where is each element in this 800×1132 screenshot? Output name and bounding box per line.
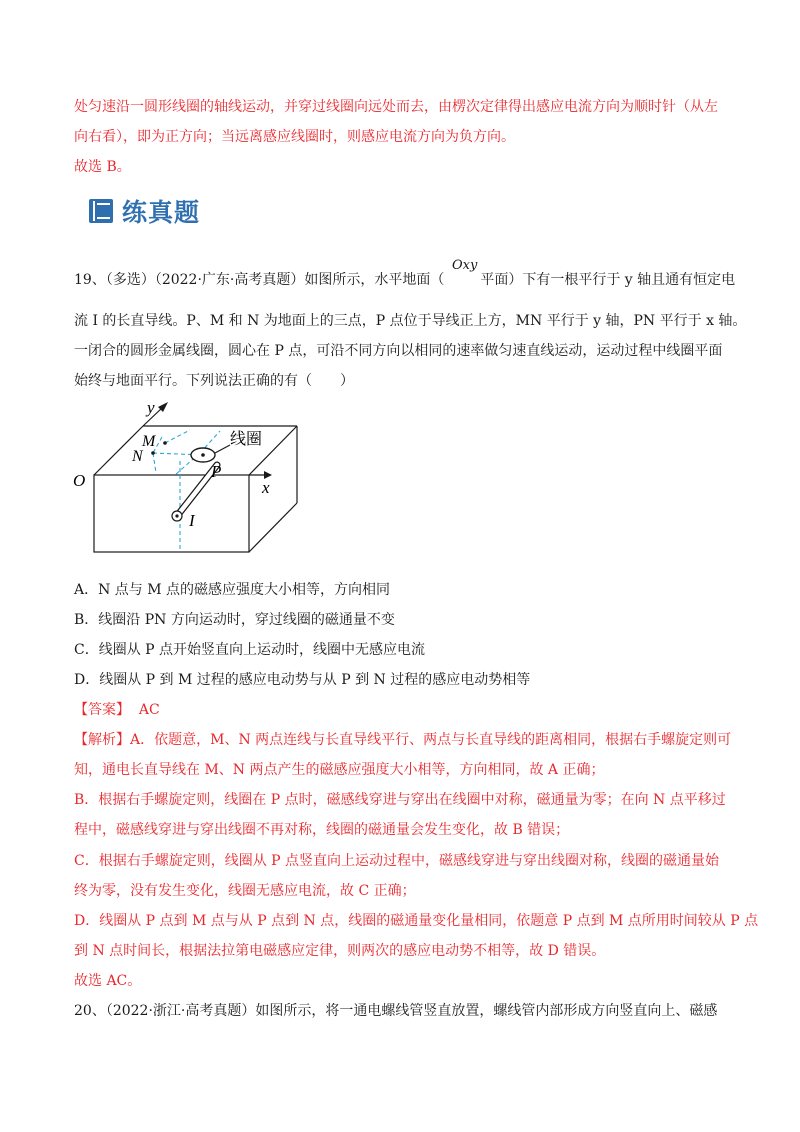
question-stem: 20、（2022·浙江·高考真题）如图所示，将一通电螺线管竖直放置，螺线管内部形成方向竖直向上、磁感 bbox=[74, 1003, 718, 1019]
question-stem: 一闭合的圆形金属线圈，圆心在 P 点，可沿不同方向以相同的速率做匀速直线运动，运动过程中线圈平面 bbox=[74, 343, 723, 359]
book-icon bbox=[88, 198, 114, 224]
explanation-conclusion: 故选 B。 bbox=[74, 159, 131, 175]
physics-diagram bbox=[70, 395, 310, 565]
question-stem bbox=[74, 270, 735, 290]
explanation-line: 向右看），即为正方向；当远离感应线圈时，则感应电流方向为负方向。 bbox=[74, 129, 515, 145]
plane-label-oxy: Oxy bbox=[452, 258, 478, 273]
option-a: A．N 点与 M 点的磁感应强度大小相等，方向相同 bbox=[74, 582, 391, 598]
question-stem-part: 平面）下有一根平行于 y 轴且通有恒定电 bbox=[480, 272, 736, 288]
analysis-line: 终为零，没有发生变化，线圈无感应电流，故 C 正确； bbox=[74, 883, 416, 899]
answer-label: 【答案】 bbox=[74, 702, 130, 718]
analysis-line: D．线圈从 P 点到 M 点与从 P 点到 N 点，线圈的磁通量变化量相同，依题意 P 点到 M 点所用时间较从 P 点 bbox=[74, 913, 759, 929]
coil-loop bbox=[191, 445, 230, 462]
analysis-line: 知，通电长直导线在 M、N 两点产生的磁感应强度大小相等，方向相同，故 A 正确； bbox=[74, 762, 605, 778]
option-d: D．线圈从 P 到 M 过程的感应电动势与从 P 到 N 过程的感应电动势相等 bbox=[74, 672, 531, 688]
analysis-line: B．根据右手螺旋定则，线圈在 P 点时，磁感线穿进与穿出在线圈中对称，磁通量为零；在向 N 点平移过 bbox=[74, 792, 726, 808]
question-stem: 流 I 的长直导线。P、M 和 N 为地面上的三点，P 点位于导线正上方，MN 平行于 y 轴，PN 平行于 x 轴。 bbox=[74, 313, 747, 329]
explanation-line: 处匀速沿一圆形线圈的轴线运动，并穿过线圈向远处而去，由楞次定律得出感应电流方向为顺时针（从左 bbox=[74, 99, 718, 115]
analysis-conclusion: 故选 AC。 bbox=[74, 973, 142, 989]
label-coil: 线圈 bbox=[230, 429, 263, 448]
point-n bbox=[151, 451, 155, 455]
label-origin: O bbox=[73, 471, 86, 490]
label-p: P bbox=[211, 462, 222, 481]
question-stem-part: 19、（多选）（2022·广东·高考真题）如图所示，水平地面（ bbox=[74, 272, 445, 288]
question-stem: 始终与地面平行。下列说法正确的有（ ） bbox=[74, 373, 354, 389]
option-b: B．线圈沿 PN 方向运动时，穿过线圈的磁通量不变 bbox=[74, 612, 395, 628]
label-y: y bbox=[147, 398, 155, 417]
label-m: M bbox=[142, 433, 156, 450]
answer-value: AC bbox=[138, 702, 160, 718]
analysis-line: 程中，磁感线穿进与穿出线圈不再对称，线圈的磁通量会发生变化，故 B 错误； bbox=[74, 822, 570, 838]
analysis-line: 到 N 点时间长，根据法拉第电磁感应定律，则两次的感应电动势不相等，故 D 错误。 bbox=[74, 943, 606, 959]
point-m bbox=[163, 441, 167, 445]
label-current: I bbox=[189, 511, 195, 530]
label-x: x bbox=[262, 478, 270, 497]
analysis-line: C．根据右手螺旋定则，线圈从 P 点竖直向上运动过程中，磁感线穿进与穿出线圈对称，线圈的磁通量始 bbox=[74, 853, 720, 869]
answer-line bbox=[74, 700, 160, 720]
option-c: C．线圈从 P 点开始竖直向上运动时，线圈中无感应电流 bbox=[74, 642, 426, 658]
analysis-line: 【解析】A．依题意，M、N 两点连线与长直导线平行、两点与长直导线的距离相同，根据右手螺旋定则可 bbox=[74, 732, 732, 748]
section-heading bbox=[88, 194, 200, 228]
dashed-guides bbox=[153, 430, 220, 552]
label-n: N bbox=[132, 448, 143, 465]
section-title: 练真题 bbox=[122, 198, 201, 227]
